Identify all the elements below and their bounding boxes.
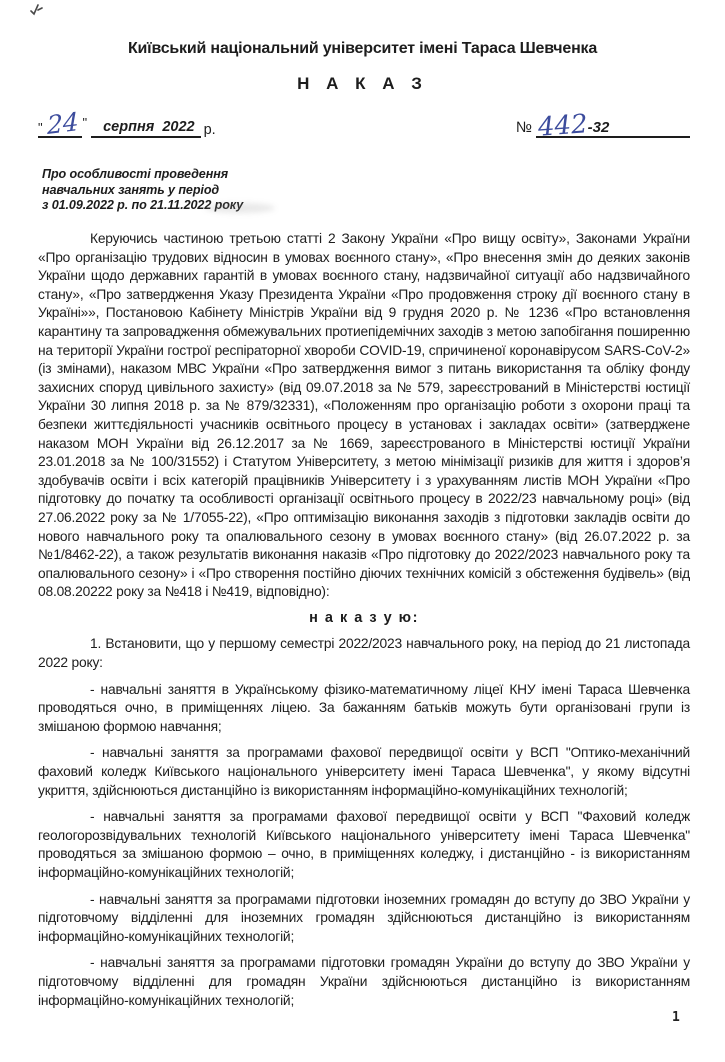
document-number	[515, 109, 690, 143]
open-quote: "	[38, 120, 43, 135]
number-slot	[536, 109, 690, 143]
order-bullet-5: - навчальні заняття за програмами підготовки громадян України до вступу до ЗВО України у підготовчому відділенні для громадян України здійснюються дистанційно із використанням інформаційно-комунікаційних технологій;	[38, 955, 690, 1008]
bleed-through-smudge	[205, 203, 275, 213]
subject-line-1: Про особливості проведення	[42, 167, 229, 181]
subject-line-3: з 01.09.2022 р. по 21.11.2022 року	[42, 198, 244, 212]
scan-artifact-mark	[30, 2, 44, 16]
year-suffix: р.	[203, 122, 216, 138]
month-year: серпня 2022	[91, 119, 200, 138]
organization-name: Київський національний університет імені Тараса Шевченка	[127, 40, 598, 57]
number-typed-suffix: -32	[587, 119, 610, 136]
order-item-1: 1. Встановити, що у першому семестрі 2022/2023 навчального року, на період до 21 листопада 2022 року:	[38, 636, 690, 671]
document-type-title: Н А К А З	[297, 74, 428, 93]
document-date	[38, 106, 216, 141]
handwritten-number: 442	[537, 109, 589, 143]
date-and-number-line	[38, 106, 690, 143]
preamble-paragraph: Керуючись частиною третьою статті 2 Закону України «Про вищу освіту», Законами України «Про організацію трудових відносин в умовах воєнного стану», «Про внесення змін до деяких законів України щодо державних гарантій в умовах воєнного стану, надзвичайної ситуації або надзвичайного стану», «Про затвердження Указу Президента України «Про продовження строку дії воєнного стану в Україні»», Постановою Кабінету Міністрів України від 9 грудня 2020 р. № 1236 «Про встановлення карантину та запровадження обмежувальних протиепідемічних заходів з метою запобігання поширенню на території України гострої респіраторної хвороби COVID-19, спричиненої коронавірусом SARS-CoV-2» (із змінами), наказом МВС України «Про затвердження вимог з питань використання та обліку фонду захисних споруд цивільного захисту» (від 09.07.2018 за № 579, зареєстрований в Міністерстві юстиції України 30 липня 2018 р. за № 879/32331), «Положенням про організацію роботи з охорони праці та безпеки життєдіяльності учасників освітнього процесу в установах і закладах освіти» (затверджене наказом МОН України від 26.12.2017 за № 1669, зареєстрованого в Міністерстві юстиції України 23.01.2018 за № 100/31552) і Статутом Університету, з метою мінімізації ризиків для життя і здоров’я здобувачів освіти і всіх категорій працівників Університету і з урахуванням листів МОН України «Про підготовку до початку та особливості організації освітнього процесу в 2022/23 навчальному році» (від 27.06.2022 року за № 1/7055-22), «Про оптимізацію виконання заходів з підготовки закладів освіти до нового навчального року та опалювального сезону в умовах воєнного стану» (від 26.07.2022 р. за №1/8462-22), а також результатів виконання наказів «Про підготовку до 2022/2023 навчального року та опалювального сезону» і «Про створення постійно діючих технічних комісій з обстеження будівель» (від 08.08.20222 року за №418 і №419, відповідно):	[38, 231, 690, 600]
order-body	[38, 230, 690, 1010]
handwritten-day: 24	[46, 106, 79, 141]
order-bullet-1: - навчальні заняття в Українському фізико-математичному ліцеї КНУ імені Тараса Шевченка проводяться очно, в приміщеннях ліцею. За бажанням батьків можуть бути організовані групи із змішаною формою навчання;	[38, 681, 690, 734]
subject-line-2: навчальних занять у період	[42, 182, 220, 197]
order-word: н а к а з у ю:	[309, 609, 419, 626]
order-bullet-4: - навчальні заняття за програмами підготовки іноземних громадян до вступу до ЗВО України у підготовчому відділенні для іноземних громадян здійснюються дистанційно із використанням інформаційно-комунікаційних технологій;	[38, 891, 690, 944]
page-number: 1	[672, 1010, 680, 1025]
day-slot	[38, 106, 82, 141]
close-quote: "	[82, 115, 88, 130]
order-bullet-2: - навчальні заняття за програмами фахової передвищої освіти у ВСП "Оптико-механічний фаховий коледж Київського національного університету імені Тараса Шевченка", у якому відсутні укриття, здійснюються дистанційно із використанням інформаційно-комунікаційних технологій;	[38, 745, 690, 798]
number-sign: №	[515, 119, 532, 136]
order-bullet-3: - навчальні заняття за програмами фахової передвищої освіти у ВСП "Фаховий коледж геологорозвідувальних технологій Київського національного університету імені Тараса Шевченка" проводяться за змішаною формою – очно, в приміщеннях коледжу, і дистанційно - із використанням інформаційно-комунікаційних технологій;	[38, 809, 690, 880]
